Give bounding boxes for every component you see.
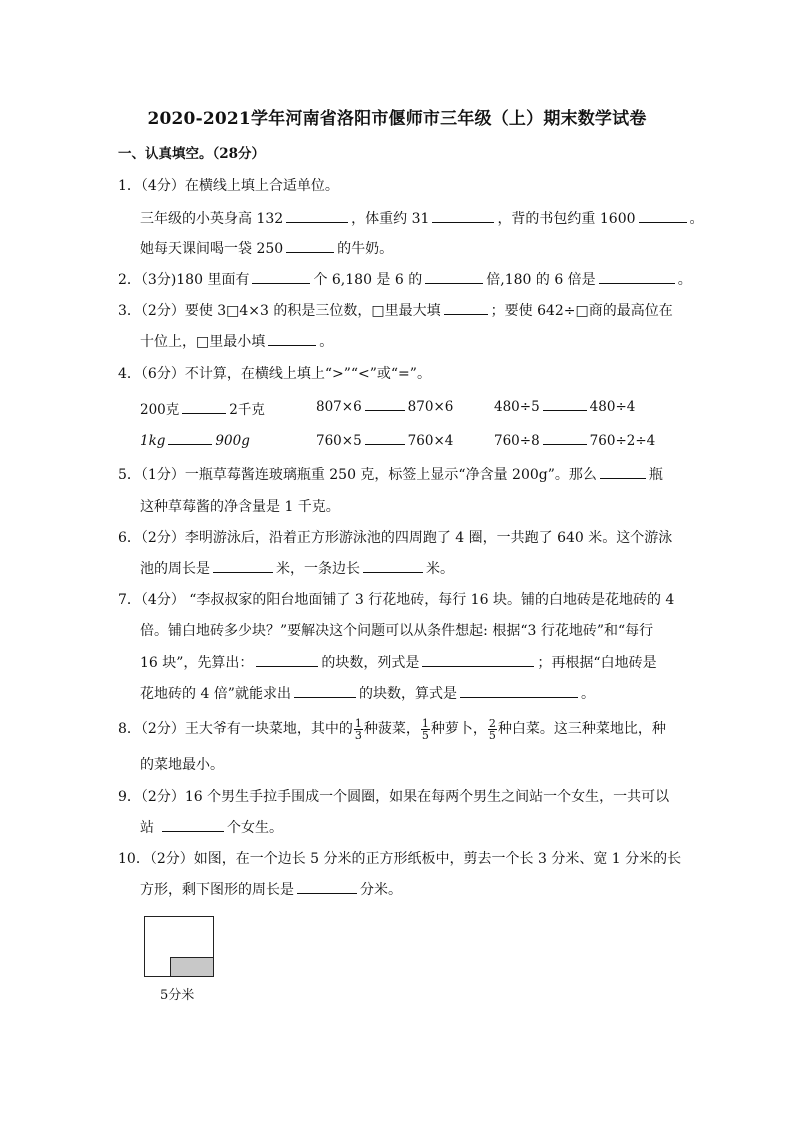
compare-item: 760×5 760×4: [316, 433, 454, 449]
question-8-line-2: 的菜地最小。: [140, 757, 224, 773]
answer-blank[interactable]: [268, 333, 316, 346]
question-1-line-2: 三年级的小英身高 132 ，体重约 31 ，背的书包约重 1600 。: [140, 211, 704, 227]
answer-blank[interactable]: [286, 210, 348, 223]
question-9-line-2: 站 个女生。: [140, 820, 283, 836]
answer-blank[interactable]: [460, 685, 578, 698]
answer-blank[interactable]: [444, 302, 488, 315]
compare-item: 760÷8 760÷2÷4: [494, 433, 656, 449]
answer-blank[interactable]: [213, 560, 273, 573]
answer-blank[interactable]: [543, 398, 587, 411]
question-2: 2．（3分)180 里面有 个 6,180 是 6 的 倍,180 的 6 倍是 。: [118, 272, 692, 288]
fraction: $\frac{1}{5}$: [421, 716, 429, 742]
answer-blank[interactable]: [252, 271, 310, 284]
answer-blank[interactable]: [256, 654, 318, 667]
question-1-line-3: 她每天课间喝一袋 250 的牛奶。: [140, 241, 394, 257]
answer-blank[interactable]: [599, 271, 675, 284]
answer-blank[interactable]: [639, 210, 687, 223]
compare-item: 1kg 900g: [140, 433, 250, 449]
answer-blank[interactable]: [432, 210, 494, 223]
question-6-line-2: 池的周长是 米，一条边长 米。: [140, 561, 454, 577]
question-3-line-1: 3．（2分）要使 3□4×3 的积是三位数，□里最大填 ；要使 642÷□商的最高位在: [118, 303, 673, 319]
answer-blank[interactable]: [543, 432, 587, 445]
answer-blank[interactable]: [297, 881, 357, 894]
question-1-head: 1．（4分）在横线上填上合适单位。: [118, 178, 339, 194]
compare-item: 480÷5 480÷4: [494, 399, 636, 415]
answer-blank[interactable]: [422, 654, 534, 667]
question-9-line-1: 9．（2分）16 个男生手拉手围成一个圆圈，如果在每两个男生之间站一个女生，一共可以: [118, 789, 670, 805]
question-7-line-3: 16 块”，先算出： 的块数，列式是 ；再根据“白地砖是: [140, 655, 657, 671]
question-6-line-1: 6．（2分）李明游泳后，沿着正方形游泳池的四周跑了 4 圈，一共跑了 640 米。这个游泳: [118, 530, 673, 546]
question-7-line-2: 倍。铺白地砖多少块？”要解决这个问题可以从条件想起: 根据“3 行花地砖”和“每行: [140, 623, 654, 639]
page-title: 2020-2021学年河南省洛阳市偃师市三年级（上）期末数学试卷: [147, 109, 647, 129]
question-5-line-1: 5．（1分）一瓶草莓酱连玻璃瓶重 250 克，标签上显示“净含量 200g”。那么 瓶: [118, 467, 663, 483]
fraction: $\frac{1}{3}$: [354, 716, 362, 742]
question-10-line-1: 10．（2分）如图，在一个边长 5 分米的正方形纸板中，剪去一个长 3 分米、宽 1 分米的长: [118, 851, 682, 867]
answer-blank[interactable]: [365, 432, 405, 445]
answer-blank[interactable]: [425, 271, 483, 284]
compare-item: 807×6 870×6: [316, 399, 454, 415]
answer-blank[interactable]: [363, 560, 423, 573]
section-heading: 一、认真填空。（28分）: [118, 146, 266, 162]
compare-item: 200克 2千克: [140, 402, 265, 418]
fraction: $\frac{2}{5}$: [488, 716, 496, 742]
cut-rectangle-figure: [170, 957, 214, 977]
question-7-line-4: 花地砖的 4 倍”就能求出 的块数，算式是 。: [140, 686, 595, 702]
question-4-head: 4．（6分）不计算，在横线上填上“>”“<”或“=”。: [118, 366, 431, 382]
answer-blank[interactable]: [600, 466, 646, 479]
answer-blank[interactable]: [365, 398, 405, 411]
answer-blank[interactable]: [286, 240, 334, 253]
question-10-line-2: 方形，剩下图形的周长是 分米。: [140, 882, 402, 898]
question-3-line-2: 十位上，□里最小填 。: [140, 334, 334, 350]
question-7-line-1: 7．（4分） “李叔叔家的阳台地面铺了 3 行花地砖，每行 16 块。铺的白地砖是花地砖的 4: [118, 592, 675, 608]
figure-label: 5分米: [160, 988, 195, 1003]
answer-blank[interactable]: [182, 401, 226, 414]
answer-blank[interactable]: [168, 432, 212, 445]
question-8-line-1: 8．（2分）王大爷有一块菜地，其中的 $\frac{1}{3}$ 种菠菜， $\frac{1}{5}$ 种萝卜， $\frac{2}{5}$ 种白菜。这三种菜地比，种: [118, 716, 666, 742]
question-5-line-2: 这种草莓酱的净含量是 1 千克。: [140, 499, 340, 515]
answer-blank[interactable]: [294, 685, 356, 698]
answer-blank[interactable]: [162, 819, 224, 832]
